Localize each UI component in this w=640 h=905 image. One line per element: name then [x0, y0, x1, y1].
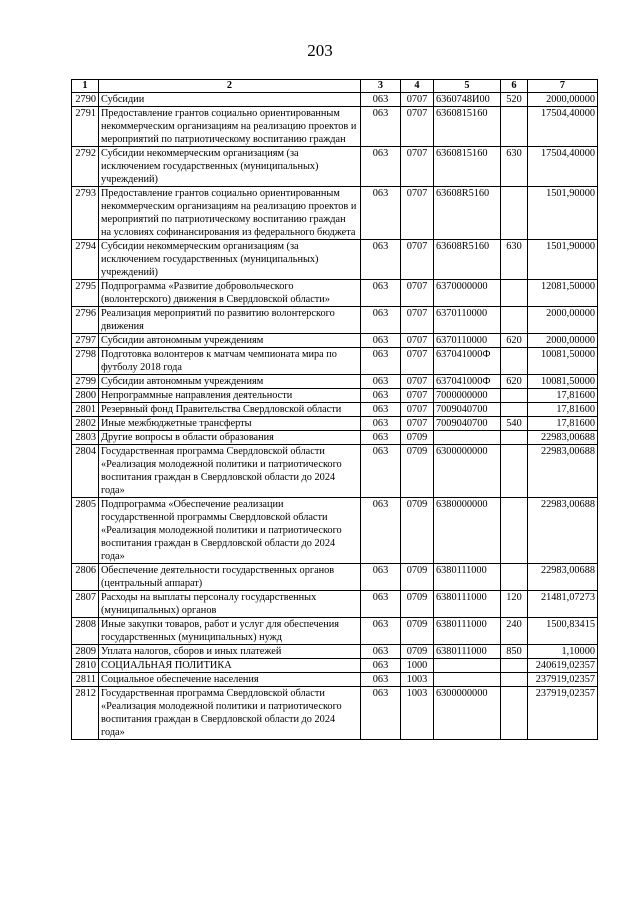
row-amount: 21481,07273: [528, 591, 598, 618]
row-ministry-code: 063: [361, 403, 401, 417]
row-number: 2797: [72, 334, 99, 348]
row-expense-type: 620: [501, 375, 528, 389]
row-amount: 22983,00688: [528, 564, 598, 591]
table-body: [72, 93, 598, 740]
row-name: Субсидии некоммерческим организациям (за исключением государственных (муниципальных) учреждений): [99, 240, 361, 280]
row-expense-type: 630: [501, 147, 528, 187]
row-amount: 1501,90000: [528, 187, 598, 240]
row-ministry-code: 063: [361, 431, 401, 445]
row-expense-type: 240: [501, 618, 528, 645]
row-target-code: 6380111000: [434, 564, 501, 591]
row-name: Реализация мероприятий по развитию волонтерского движения: [99, 307, 361, 334]
row-target-code: 637041000Ф: [434, 375, 501, 389]
row-name: Непрограммные направления деятельности: [99, 389, 361, 403]
row-target-code: 637041000Ф: [434, 348, 501, 375]
row-name: СОЦИАЛЬНАЯ ПОЛИТИКА: [99, 659, 361, 673]
row-section-code: 1003: [401, 673, 434, 687]
row-target-code: 6370000000: [434, 280, 501, 307]
row-number: 2796: [72, 307, 99, 334]
row-ministry-code: 063: [361, 187, 401, 240]
table-row: [72, 240, 598, 280]
row-ministry-code: 063: [361, 107, 401, 147]
row-number: 2798: [72, 348, 99, 375]
row-ministry-code: 063: [361, 307, 401, 334]
row-number: 2792: [72, 147, 99, 187]
row-amount: 22983,00688: [528, 498, 598, 564]
row-name: Социальное обеспечение населения: [99, 673, 361, 687]
row-section-code: 0707: [401, 307, 434, 334]
row-number: 2812: [72, 687, 99, 740]
table-row: [72, 403, 598, 417]
row-name: Подпрограмма «Развитие добровольческого (волонтерского) движения в Свердловской области»: [99, 280, 361, 307]
page-number: 203: [307, 41, 333, 60]
row-expense-type: 850: [501, 645, 528, 659]
row-target-code: 6380111000: [434, 618, 501, 645]
row-amount: 240619,02357: [528, 659, 598, 673]
row-expense-type: [501, 280, 528, 307]
row-section-code: 0709: [401, 498, 434, 564]
row-target-code: 7009040700: [434, 403, 501, 417]
row-ministry-code: 063: [361, 687, 401, 740]
row-target-code: 6380111000: [434, 645, 501, 659]
row-expense-type: [501, 673, 528, 687]
row-section-code: 0707: [401, 147, 434, 187]
row-section-code: 0707: [401, 417, 434, 431]
row-amount: 17504,40000: [528, 107, 598, 147]
table-row: [72, 147, 598, 187]
row-expense-type: 630: [501, 240, 528, 280]
row-section-code: 0709: [401, 431, 434, 445]
table-row: [72, 375, 598, 389]
column-header-2: 2: [99, 80, 361, 93]
row-number: 2804: [72, 445, 99, 498]
row-target-code: 63608R5160: [434, 187, 501, 240]
row-name: Субсидии некоммерческим организациям (за исключением государственных (муниципальных) учреждений): [99, 147, 361, 187]
row-name: Уплата налогов, сборов и иных платежей: [99, 645, 361, 659]
row-target-code: [434, 431, 501, 445]
row-number: 2802: [72, 417, 99, 431]
row-name: Другие вопросы в области образования: [99, 431, 361, 445]
row-target-code: 6370110000: [434, 334, 501, 348]
row-number: 2795: [72, 280, 99, 307]
table-row: [72, 445, 598, 498]
row-number: 2810: [72, 659, 99, 673]
row-name: Резервный фонд Правительства Свердловской области: [99, 403, 361, 417]
row-section-code: 0707: [401, 280, 434, 307]
row-ministry-code: 063: [361, 280, 401, 307]
row-expense-type: [501, 348, 528, 375]
column-header-5: 5: [434, 80, 501, 93]
table-row: [72, 673, 598, 687]
row-expense-type: 120: [501, 591, 528, 618]
row-amount: 237919,02357: [528, 687, 598, 740]
table-row: [72, 280, 598, 307]
row-ministry-code: 063: [361, 417, 401, 431]
row-amount: 12081,50000: [528, 280, 598, 307]
row-number: 2801: [72, 403, 99, 417]
row-ministry-code: 063: [361, 673, 401, 687]
row-expense-type: [501, 403, 528, 417]
row-name: Подпрограмма «Обеспечение реализации государственной программы Свердловской области «Реализация молодежной политики и патриотического воспитания граждан в Свердловской области до 2024 года»: [99, 498, 361, 564]
row-target-code: 6300000000: [434, 445, 501, 498]
row-target-code: 6300000000: [434, 687, 501, 740]
row-name: Субсидии: [99, 93, 361, 107]
row-number: 2800: [72, 389, 99, 403]
row-section-code: 0709: [401, 645, 434, 659]
row-name: Предоставление грантов социально ориентированным некоммерческим организациям на реализацию проектов и мероприятий по патриотическому воспитанию граждан: [99, 107, 361, 147]
row-ministry-code: 063: [361, 445, 401, 498]
row-amount: 2000,00000: [528, 334, 598, 348]
row-section-code: 0707: [401, 93, 434, 107]
row-expense-type: [501, 107, 528, 147]
row-expense-type: 520: [501, 93, 528, 107]
row-expense-type: [501, 307, 528, 334]
row-section-code: 1003: [401, 687, 434, 740]
row-target-code: 7009040700: [434, 417, 501, 431]
row-expense-type: [501, 431, 528, 445]
row-expense-type: [501, 498, 528, 564]
table-row: [72, 187, 598, 240]
table-row: [72, 498, 598, 564]
column-header-7: 7: [528, 80, 598, 93]
row-target-code: 6360815160: [434, 147, 501, 187]
table-row: [72, 591, 598, 618]
row-ministry-code: 063: [361, 334, 401, 348]
row-target-code: [434, 659, 501, 673]
row-number: 2791: [72, 107, 99, 147]
row-target-code: 63608R5160: [434, 240, 501, 280]
row-section-code: 0707: [401, 389, 434, 403]
row-amount: 1501,90000: [528, 240, 598, 280]
table-row: [72, 564, 598, 591]
row-amount: 1,10000: [528, 645, 598, 659]
row-target-code: 6360748И00: [434, 93, 501, 107]
row-number: 2799: [72, 375, 99, 389]
row-target-code: 6360815160: [434, 107, 501, 147]
row-name: Государственная программа Свердловской области «Реализация молодежной политики и патриотического воспитания граждан в Свердловской области до 2024 года»: [99, 687, 361, 740]
row-section-code: 0707: [401, 375, 434, 389]
row-name: Иные межбюджетные трансферты: [99, 417, 361, 431]
budget-table: [71, 79, 598, 740]
row-section-code: 0707: [401, 348, 434, 375]
row-ministry-code: 063: [361, 93, 401, 107]
row-amount: 22983,00688: [528, 445, 598, 498]
row-expense-type: [501, 659, 528, 673]
row-expense-type: [501, 187, 528, 240]
column-header-3: 3: [361, 80, 401, 93]
row-ministry-code: 063: [361, 348, 401, 375]
row-name: Иные закупки товаров, работ и услуг для обеспечения государственных (муниципальных) нужд: [99, 618, 361, 645]
row-ministry-code: 063: [361, 591, 401, 618]
row-expense-type: [501, 687, 528, 740]
column-header-6: 6: [501, 80, 528, 93]
row-expense-type: 620: [501, 334, 528, 348]
row-name: Предоставление грантов социально ориентированным некоммерческим организациям на реализацию проектов и мероприятий по патриотическому воспитанию граждан на условиях софинансирования из федерального бюджета: [99, 187, 361, 240]
column-header-4: 4: [401, 80, 434, 93]
row-name: Государственная программа Свердловской области «Реализация молодежной политики и патриотического воспитания граждан в Свердловской области до 2024 года»: [99, 445, 361, 498]
row-section-code: 0707: [401, 107, 434, 147]
table-row: [72, 687, 598, 740]
row-section-code: 0707: [401, 403, 434, 417]
row-ministry-code: 063: [361, 389, 401, 403]
row-ministry-code: 063: [361, 375, 401, 389]
table-header-row: [72, 80, 598, 93]
row-expense-type: [501, 389, 528, 403]
table-row: [72, 348, 598, 375]
row-name: Субсидии автономным учреждениям: [99, 375, 361, 389]
row-number: 2803: [72, 431, 99, 445]
row-ministry-code: 063: [361, 147, 401, 187]
row-section-code: 0709: [401, 445, 434, 498]
row-section-code: 0707: [401, 240, 434, 280]
table-row: [72, 107, 598, 147]
row-number: 2807: [72, 591, 99, 618]
row-number: 2806: [72, 564, 99, 591]
column-header-1: 1: [72, 80, 99, 93]
row-section-code: 0709: [401, 618, 434, 645]
row-target-code: 6380000000: [434, 498, 501, 564]
row-ministry-code: 063: [361, 564, 401, 591]
row-name: Расходы на выплаты персоналу государственных (муниципальных) органов: [99, 591, 361, 618]
row-amount: 17,81600: [528, 403, 598, 417]
row-name: Обеспечение деятельности государственных органов (центральный аппарат): [99, 564, 361, 591]
row-target-code: [434, 673, 501, 687]
row-expense-type: [501, 445, 528, 498]
table-row: [72, 645, 598, 659]
row-target-code: 6380111000: [434, 591, 501, 618]
table-row: [72, 659, 598, 673]
row-section-code: 0707: [401, 334, 434, 348]
row-amount: 17,81600: [528, 417, 598, 431]
row-amount: 22983,00688: [528, 431, 598, 445]
row-section-code: 0709: [401, 591, 434, 618]
row-amount: 17504,40000: [528, 147, 598, 187]
row-number: 2811: [72, 673, 99, 687]
row-section-code: 0707: [401, 187, 434, 240]
row-number: 2790: [72, 93, 99, 107]
row-amount: 10081,50000: [528, 348, 598, 375]
row-name: Подготовка волонтеров к матчам чемпионата мира по футболу 2018 года: [99, 348, 361, 375]
row-number: 2808: [72, 618, 99, 645]
row-expense-type: [501, 564, 528, 591]
row-target-code: 6370110000: [434, 307, 501, 334]
row-amount: 10081,50000: [528, 375, 598, 389]
row-section-code: 1000: [401, 659, 434, 673]
row-number: 2794: [72, 240, 99, 280]
row-ministry-code: 063: [361, 498, 401, 564]
table-row: [72, 431, 598, 445]
row-number: 2809: [72, 645, 99, 659]
row-amount: 1500,83415: [528, 618, 598, 645]
table-row: [72, 334, 598, 348]
row-amount: 2000,00000: [528, 93, 598, 107]
table-row: [72, 389, 598, 403]
row-amount: 17,81600: [528, 389, 598, 403]
table-row: [72, 618, 598, 645]
row-amount: 2000,00000: [528, 307, 598, 334]
row-name: Субсидии автономным учреждениям: [99, 334, 361, 348]
row-ministry-code: 063: [361, 618, 401, 645]
row-ministry-code: 063: [361, 645, 401, 659]
row-amount: 237919,02357: [528, 673, 598, 687]
row-number: 2793: [72, 187, 99, 240]
row-number: 2805: [72, 498, 99, 564]
table-row: [72, 93, 598, 107]
table-row: [72, 307, 598, 334]
row-expense-type: 540: [501, 417, 528, 431]
row-ministry-code: 063: [361, 659, 401, 673]
row-target-code: 7000000000: [434, 389, 501, 403]
row-section-code: 0709: [401, 564, 434, 591]
row-ministry-code: 063: [361, 240, 401, 280]
table-row: [72, 417, 598, 431]
